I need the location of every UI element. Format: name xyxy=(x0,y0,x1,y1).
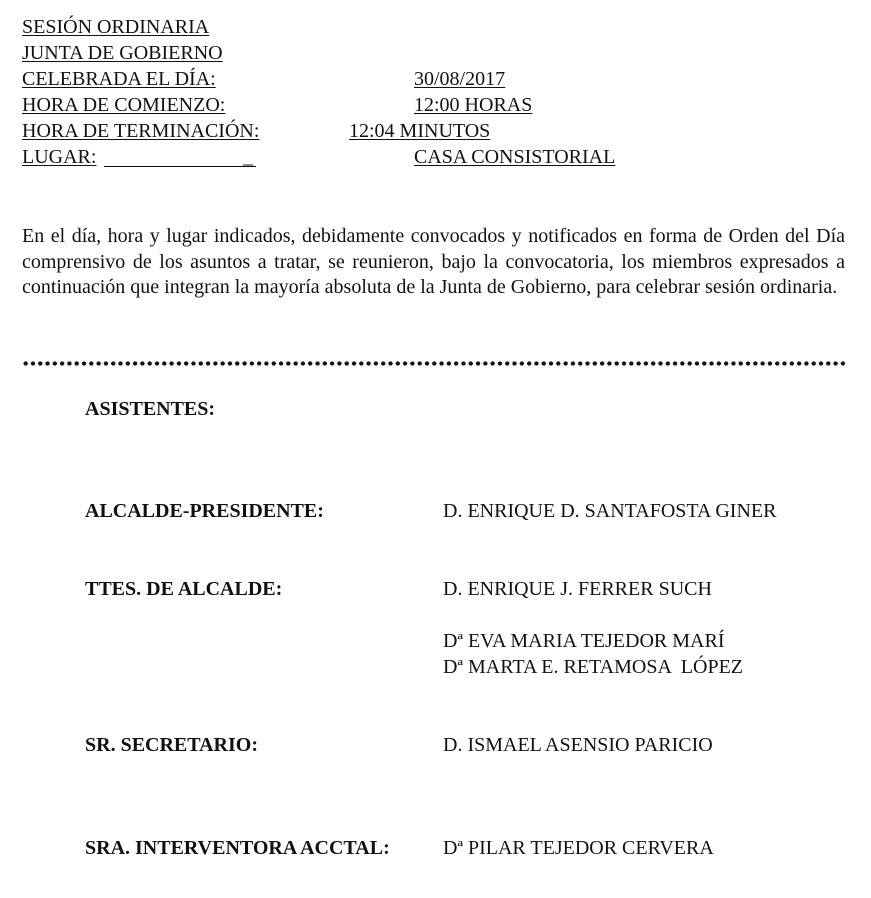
place-mark: _ xyxy=(243,146,253,168)
secretary-label: SR. SECRETARIO: xyxy=(85,734,258,756)
dotted-separator xyxy=(22,361,845,366)
end-time-label: HORA DE TERMINACIÓN: xyxy=(22,120,260,142)
deputy-name: D. ENRIQUE J. FERRER SUCH xyxy=(443,578,712,600)
date-label: CELEBRADA EL DÍA: xyxy=(22,68,216,90)
governing-body: JUNTA DE GOBIERNO xyxy=(22,42,223,64)
session-title: SESIÓN ORDINARIA xyxy=(22,16,210,38)
start-time-label: HORA DE COMIENZO: xyxy=(22,94,226,116)
date-value: 30/08/2017 xyxy=(414,68,506,90)
place-value: CASA CONSISTORIAL xyxy=(414,146,616,168)
start-time-value: 12:00 HORAS xyxy=(414,94,533,116)
intro-paragraph: En el día, hora y lugar indicados, debidamente convocados y notificados en forma de Orden del Día comprensivo de los asuntos a tratar, se reunieron, bajo la convocatoria, los miembros expresados a continuación que integran la mayoría absoluta de la Junta de Gobierno, para celebrar sesión ordinaria. xyxy=(22,225,845,298)
secretary-name: D. ISMAEL ASENSIO PARICIO xyxy=(443,734,713,756)
mayor-name: D. ENRIQUE D. SANTAFOSTA GINER xyxy=(443,500,777,522)
deputy-name: Dª MARTA E. RETAMOSA LÓPEZ xyxy=(443,656,744,678)
deputy-name: Dª EVA MARIA TEJEDOR MARÍ xyxy=(443,630,725,652)
mayor-label: ALCALDE-PRESIDENTE: xyxy=(85,500,324,522)
deputies-label: TTES. DE ALCALDE: xyxy=(85,578,283,600)
place-underline xyxy=(104,166,256,167)
auditor-name: Dª PILAR TEJEDOR CERVERA xyxy=(443,837,714,859)
end-time-value: 12:04 MINUTOS xyxy=(349,120,491,142)
attendees-heading: ASISTENTES: xyxy=(85,398,216,420)
place-label: LUGAR: xyxy=(22,146,97,168)
auditor-label: SRA. INTERVENTORA ACCTAL: xyxy=(85,837,390,859)
